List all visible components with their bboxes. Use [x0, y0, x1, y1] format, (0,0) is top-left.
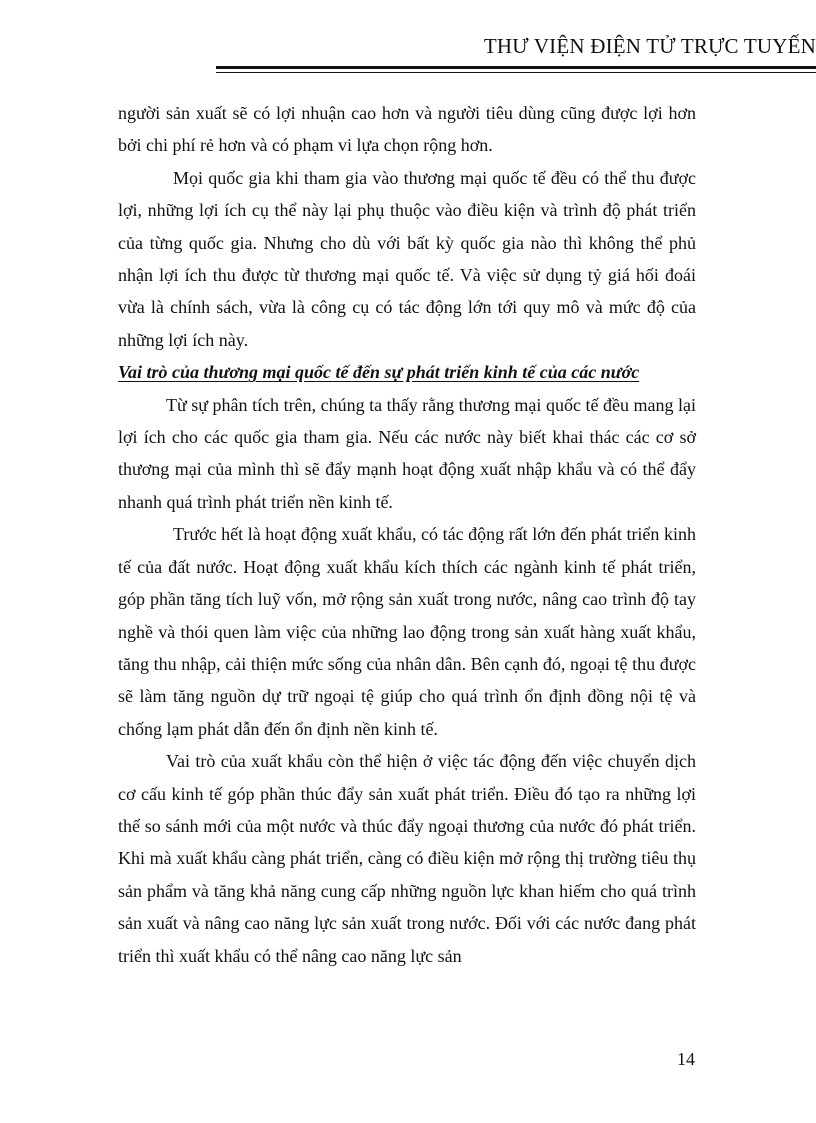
paragraph: người sản xuất sẽ có lợi nhuận cao hơn và người tiêu dùng cũng được lợi hơn bởi chi phí rẻ hơn và có phạm vi lựa chọn rộng hơn.	[118, 103, 696, 156]
page-header	[216, 26, 816, 66]
header-rule-thin	[216, 72, 816, 73]
paragraph: Trước hết là hoạt động xuất khẩu, có tác động rất lớn đến phát triển kinh tế của đất nước. Hoạt động xuất khẩu kích thích các ngành kinh tế phát triển, góp phần tăng tích luỹ vốn, mở rộng sản xuất trong nước, nâng cao trình độ tay nghề và thói quen làm việc của những lao động trong sản xuất hàng xuất khẩu, tăng thu nhập, cải thiện mức sống của nhân dân. Bên cạnh đó, ngoại tệ thu được sẽ làm tăng nguồn dự trữ ngoại tệ giúp cho quá trình ổn định đồng nội tệ và chống lạm phát dẫn đến ổn định nền kinh tế.	[118, 524, 696, 739]
header-title: THƯ VIỆN ĐIỆN TỬ TRỰC TUYẾN	[483, 34, 816, 58]
section-heading: Vai trò của thương mại quốc tế đến sự phát triển kinh tế của các nước	[118, 362, 640, 383]
paragraph: Vai trò của xuất khẩu còn thể hiện ở việc tác động đến việc chuyển dịch cơ cấu kinh tế góp phần thúc đẩy sản xuất phát triển. Điều đó tạo ra những lợi thế so sánh mới của một nước và thúc đẩy ngoại thương của nước đó phát triển. Khi mà xuất khẩu càng phát triển, càng có điều kiện mở rộng thị trường tiêu thụ sản phẩm và tăng khả năng cung cấp những nguồn lực khan hiếm cho quá trình sản xuất và nâng cao năng lực sản xuất trong nước. Đối với các nước đang phát triển thì xuất khẩu có thể nâng cao năng lực sản	[118, 751, 696, 966]
document-body	[118, 97, 696, 972]
header-rule-thick	[216, 66, 816, 69]
paragraph: Từ sự phân tích trên, chúng ta thấy rằng thương mại quốc tế đều mang lại lợi ích cho các quốc gia tham gia. Nếu các nước này biết khai thác các cơ sở thương mại của mình thì sẽ đẩy mạnh hoạt động xuất nhập khẩu và có thể đẩy nhanh quá trình phát triển nền kinh tế.	[118, 394, 696, 512]
paragraph: Mọi quốc gia khi tham gia vào thương mại quốc tế đều có thể thu được lợi, những lợi ích cụ thể này lại phụ thuộc vào điều kiện và trình độ phát triển của từng quốc gia. Nhưng cho dù với bất kỳ quốc gia nào thì không thể phủ nhận lợi ích thu được từ thương mại quốc tế. Và việc sử dụng tỷ giá hối đoái vừa là chính sách, vừa là công cụ có tác động lớn tới quy mô và mức độ của những lợi ích này.	[118, 167, 696, 350]
page-number: 14	[677, 1049, 695, 1069]
